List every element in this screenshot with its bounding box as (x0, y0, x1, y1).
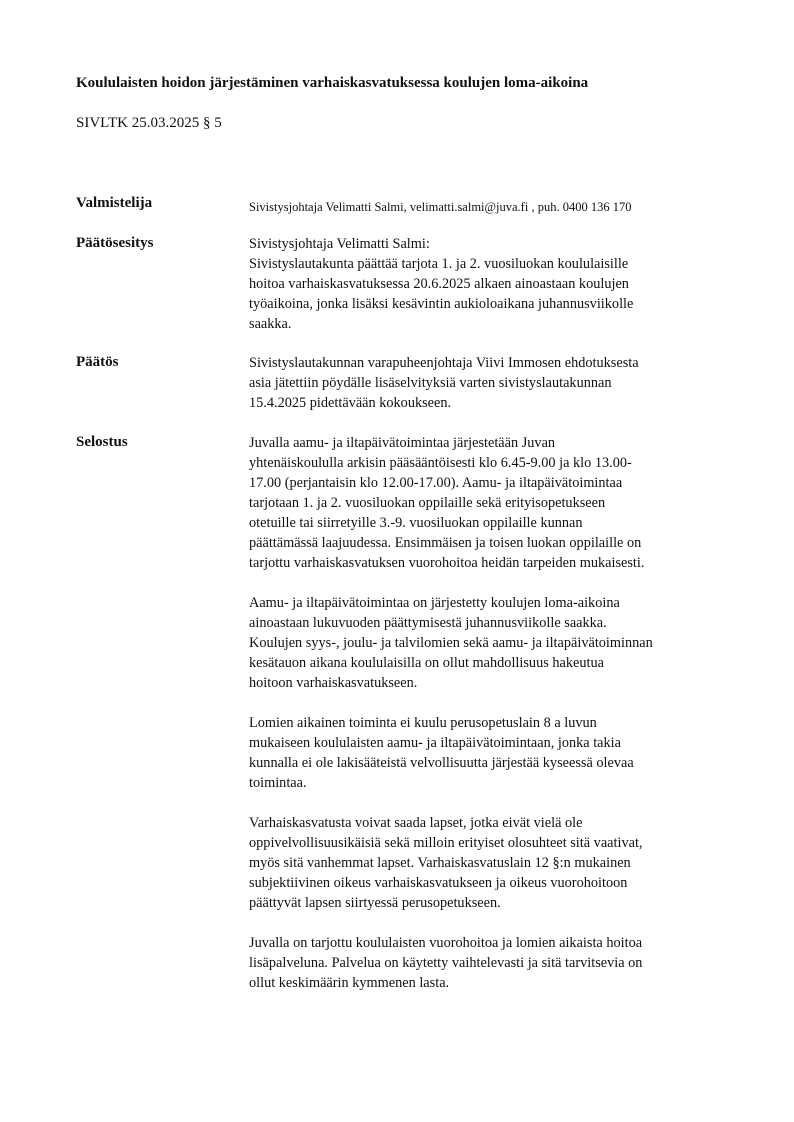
text-line: Koulujen syys-, joulu- ja talvilomien sekä aamu- ja iltapäivätoiminnan (249, 635, 653, 651)
paragraph (249, 713, 734, 793)
text-line: päättämässä laajuudessa. Ensimmäisen ja toisen luokan oppilaille on (249, 535, 642, 551)
text-line: ainoastaan lukuvuoden päättymisestä juhannusviikolle saakka. (249, 615, 607, 631)
text-line: tarjottu varhaiskasvatuksen vuorohoitoa heidän tarpeiden mukaisesti. (249, 555, 645, 571)
text-line: mukaiseen koululaisten aamu- ja iltapäivätoimintaan, jonka takia (249, 735, 621, 751)
text-line: subjektiivinen oikeus varhaiskasvatukseen ja oikeus vuorohoitoon (249, 875, 628, 891)
text-line: Sivistyslautakunnan varapuheenjohtaja Viivi Immosen ehdotuksesta (249, 355, 639, 371)
text-line: Juvalla aamu- ja iltapäivätoimintaa järjestetään Juvan (249, 435, 556, 451)
text-line: oppivelvollisuusikäisiä sekä milloin erityiset olosuhteet sitä vaativat, (249, 835, 643, 851)
text-line: ollut keskimäärin kymmenen lasta. (249, 975, 450, 991)
paragraph (249, 933, 734, 993)
text-line: Sivistyslautakunta päättää tarjota 1. ja 2. vuosiluokan koululaisille (249, 256, 629, 272)
text-line: tarjotaan 1. ja 2. vuosiluokan oppilaille sekä erityisopetukseen (249, 495, 606, 511)
text-line: yhtenäiskoululla arkisin pääsääntöisesti klo 6.45-9.00 ja klo 13.00- (249, 455, 632, 471)
text-line: toimintaa. (249, 775, 307, 791)
text-line: päättyvät lapsen siirtyessä perusopetukseen. (249, 895, 501, 911)
text-line: kunnalla ei ole lakisääteistä velvollisuutta järjestää kyseessä olevaa (249, 755, 634, 771)
text-line: saakka. (249, 316, 292, 332)
section-label-paatosesitys: Päätösesitys (76, 235, 154, 251)
text-line: hoitoa varhaiskasvatuksessa 20.6.2025 alkaen ainoastaan koulujen (249, 276, 629, 292)
section-label-valmistelija: Valmistelija (76, 195, 153, 211)
text-line: työaikoina, jonka lisäksi kesävintin aukioloaikana juhannusviikolle (249, 296, 634, 312)
text-line: kesätauon aikana koululaisilla on ollut mahdollisuus hakeutua (249, 655, 604, 671)
text-line: Juvalla on tarjottu koululaisten vuorohoitoa ja lomien aikaista hoitoa (249, 935, 643, 951)
text-line: 15.4.2025 pidettävään kokoukseen. (249, 395, 452, 411)
preparer-contact: Sivistysjohtaja Velimatti Salmi, velimatti.salmi@juva.fi , puh. 0400 136 170 (249, 200, 632, 214)
meeting-reference: SIVLTK 25.03.2025 § 5 (76, 115, 222, 131)
proposal-text (249, 234, 734, 334)
description-text (249, 433, 734, 1013)
document-title: Koululaisten hoidon järjestäminen varhaiskasvatuksessa koulujen loma-aikoina (76, 75, 589, 91)
text-line: myös sitä vanhemmat lapset. Varhaiskasvatuslain 12 §:n mukainen (249, 855, 631, 871)
section-label-paatos: Päätös (76, 354, 119, 370)
text-line: hoitoon varhaiskasvatukseen. (249, 675, 418, 691)
text-line: asia jätettiin pöydälle lisäselvityksiä varten sivistyslautakunnan (249, 375, 612, 391)
text-line: 17.00 (perjantaisin klo 12.00-17.00). Aamu- ja iltapäivätoimintaa (249, 475, 623, 491)
text-line: Varhaiskasvatusta voivat saada lapset, jotka eivät vielä ole (249, 815, 583, 831)
text-line: otetuille tai siirretyille 3.-9. vuosiluokan oppilaille kunnan (249, 515, 583, 531)
text-line: Lomien aikainen toiminta ei kuulu perusopetuslain 8 a luvun (249, 715, 597, 731)
decision-text (249, 353, 734, 413)
paragraph (249, 593, 734, 693)
section-label-selostus: Selostus (76, 434, 128, 450)
text-line: Sivistysjohtaja Velimatti Salmi: (249, 236, 430, 252)
text-line: lisäpalveluna. Palvelua on käytetty vaihtelevasti ja sitä tarvitsevia on (249, 955, 643, 971)
text-line: Aamu- ja iltapäivätoimintaa on järjestetty koulujen loma-aikoina (249, 595, 620, 611)
paragraph (249, 813, 734, 913)
paragraph (249, 433, 734, 573)
